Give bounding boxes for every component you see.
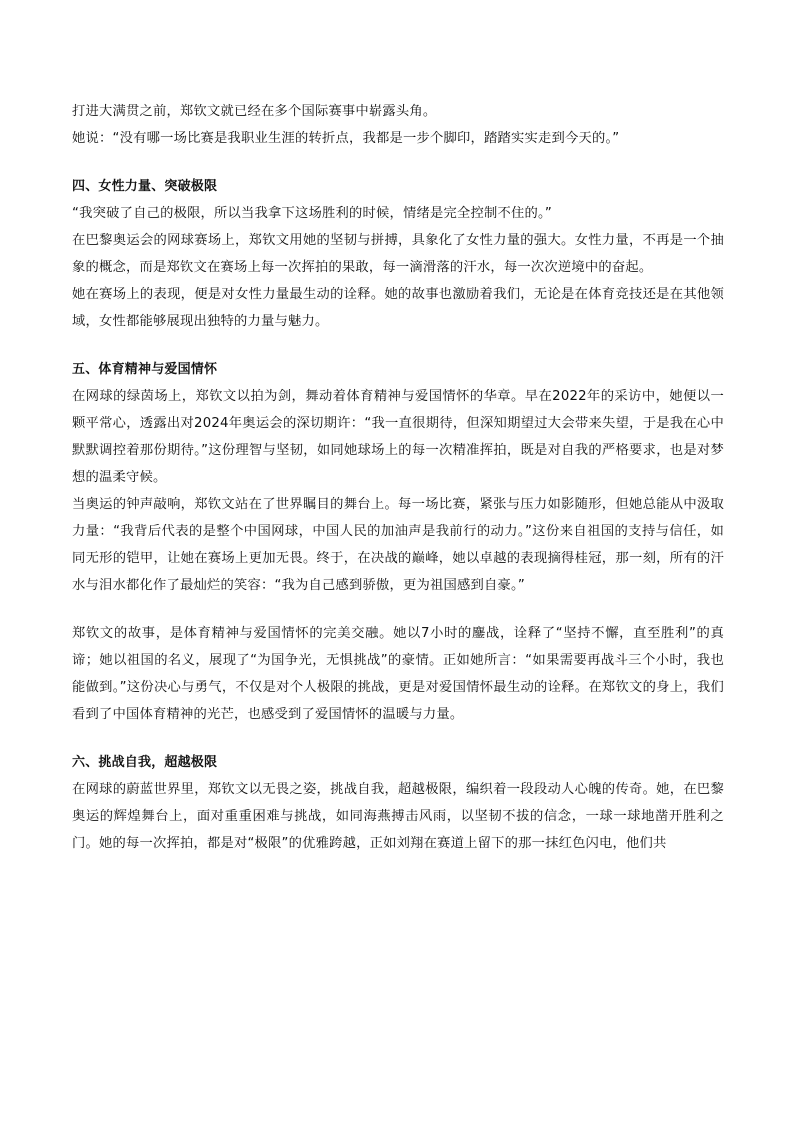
paragraph: 当奥运的钟声敲响，郑钦文站在了世界瞩目的舞台上。每一场比赛，紧张与压力如影随形，但她总能从中汲取力量：“我背后代表的是整个中国网球，中国人民的加油声是我前行的动力。”这份来自祖国的支持与信任，如同无形的铠甲，让她在赛场上更加无畏。终于，在决战的巅峰，她以卓越的表现摘得桂冠，那一刻，所有的汗水与泪水都化作了最灿烂的笑容：“我为自己感到骄傲，更为祖国感到自豪。” xyxy=(72,497,724,593)
paragraph: 在网球的绿茵场上，郑钦文以拍为剑，舞动着体育精神与爱国情怀的华章。早在2022年的采访中，她便以一颗平常心，透露出对2024年奥运会的深切期许：“我一直很期待，但深知期望过大会带来失望，于是我在心中默默调控着那份期待。”这份理智与坚韧，如同她球场上的每一次精准挥拍，既是对自我的严格要求，也是对梦想的温柔守候。 xyxy=(72,389,724,485)
paragraph: 打进大满贯之前，郑钦文就已经在多个国际赛事中崭露头角。 xyxy=(72,104,437,119)
paragraph: 郑钦文的故事，是体育精神与爱国情怀的完美交融。她以7小时的鏖战，诠释了“坚持不懈，直至胜利”的真谛；她以祖国的名义，展现了“为国争光，无惧挑战”的豪情。正如她所言：“如果需要再战斗三个小时，我也能做到。”这份决心与勇气，不仅是对个人极限的挑战，更是对爱国情怀最生动的诠释。在郑钦文的身上，我们看到了中国体育精神的光芒，也感受到了爱国情怀的温暖与力量。 xyxy=(72,626,724,722)
section-heading: 六、挑战自我，超越极限 xyxy=(72,755,218,770)
paragraph: 在网球的蔚蓝世界里，郑钦文以无畏之姿，挑战自我，超越极限，编织着一段段动人心魄的传奇。她，在巴黎奥运的辉煌舞台上，面对重重困难与挑战，如同海燕搏击风雨，以坚韧不拔的信念，一球一球地凿开胜利之门。她的每一次挥拍，都是对“极限”的优雅跨越，正如刘翔在赛道上留下的那一抹红色闪电，他们共 xyxy=(72,782,724,851)
paragraph: 在巴黎奥运会的网球赛场上，郑钦文用她的坚韧与拼搏，具象化了女性力量的强大。女性力量，不再是一个抽象的概念，而是郑钦文在赛场上每一次挥拍的果敢，每一滴滑落的汗水，每一次次逆境中的奋起。 xyxy=(72,233,724,275)
paragraph: 她在赛场上的表现，便是对女性力量最生动的诠释。她的故事也激励着我们，无论是在体育竞技还是在其他领域，女性都能够展现出独特的力量与魅力。 xyxy=(72,287,724,329)
section-heading: 五、体育精神与爱国情怀 xyxy=(72,362,218,377)
section-heading: 四、女性力量、突破极限 xyxy=(72,179,218,194)
paragraph: “我突破了自己的极限，所以当我拿下这场胜利的时候，情绪是完全控制不住的。” xyxy=(72,206,552,221)
paragraph: 她说：“没有哪一场比赛是我职业生涯的转折点，我都是一步个脚印，踏踏实实走到今天的。” xyxy=(72,131,620,146)
document-body xyxy=(72,98,724,857)
